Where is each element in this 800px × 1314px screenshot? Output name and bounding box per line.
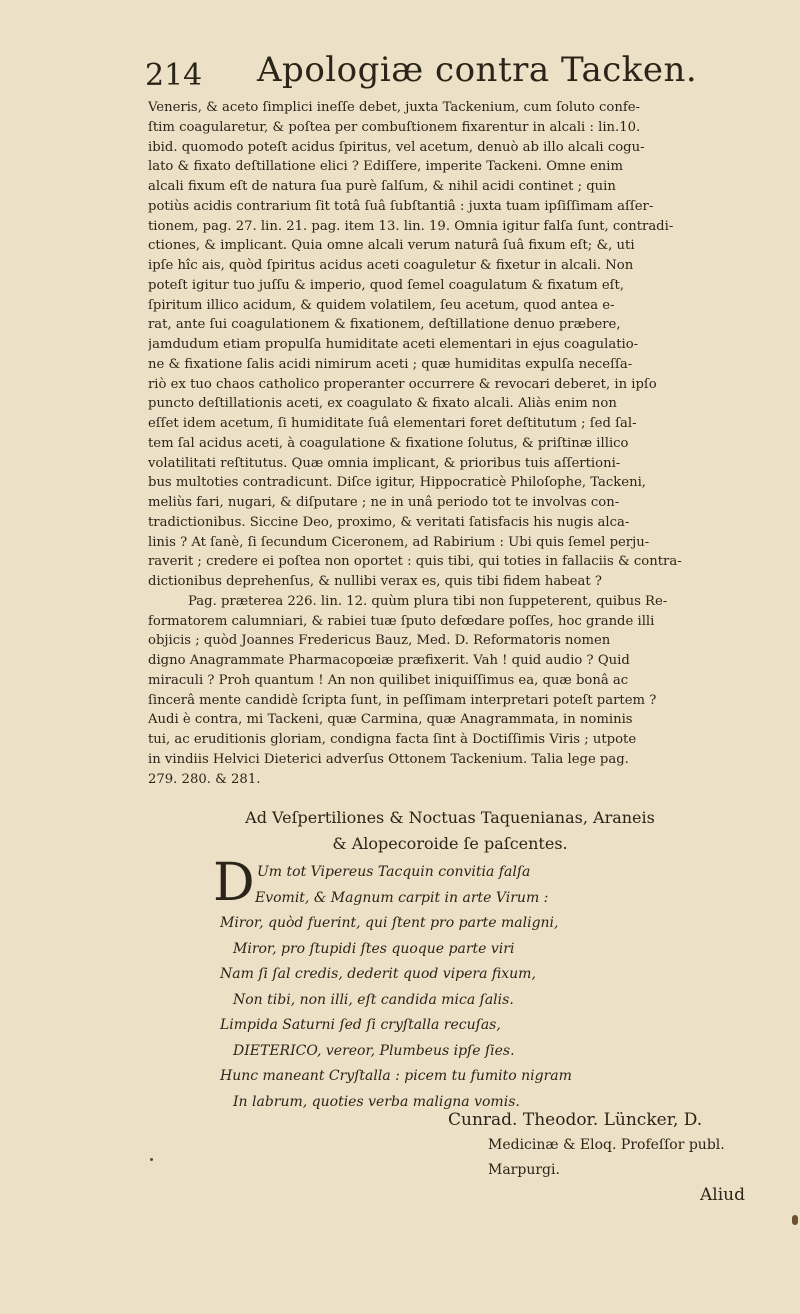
text-line: dictionibus deprehenſus, & nullibi verax es, quis tibi fidem habeat ? [148, 574, 602, 589]
text-line: ſtim coagularetur, & poſtea per combuſtionem fixarentur in alcali : lin.10. [148, 119, 641, 135]
text-line: ſpiritum illico acidum, & quidem volatilem, ſeu acetum, quod antea e- [148, 297, 615, 313]
text-line: in vindiis Helvici Dieterici adverſus Ottonem Tackenium. Talia lege pag. [148, 751, 629, 767]
signature-name: Cunrad. Theodor. Lüncker, D. [448, 1110, 703, 1130]
text-line: rat, ante ſui coagulationem & fixationem, deſtillatione denuo præbere, [148, 317, 621, 333]
poem-line: Limpida Saturni ſed ſi cryſtalla recuſas, [220, 1017, 501, 1033]
text-line: bus multoties contradicunt. Diſce igitur, Hippocraticè Philoſophe, Tackeni, [148, 475, 646, 491]
text-line: volatilitati reſtitutus. Quæ omnia implicant, & prioribus tuis aſſertioni- [148, 455, 621, 471]
text-line: tradictionibus. Siccine Deo, proximo, & veritati ſatisfacis his nugis alca- [148, 514, 630, 530]
text-line: eſſet idem acetum, ſi humiditate ſuâ elementari foret deſtitutum ; ſed ſal- [148, 416, 637, 431]
text-line: ipſe hîc ais, quòd ſpiritus acidus aceti coaguletur & fixetur in alcali. Non [148, 258, 634, 273]
text-line: raverit ; credere ei poſtea non oportet : quis tibi, qui toties in fallaciis & contra- [148, 554, 682, 570]
text-line: 279. 280. & 281. [148, 771, 261, 787]
poem-line: Miror, quòd fuerint, qui ſtent pro parte maligni, [220, 915, 559, 931]
page-header [145, 50, 765, 100]
poem-line: DIETERICO, vereor, Plumbeus ipſe ſies. [233, 1042, 515, 1059]
text-line: linis ? At ſanè, ſi ſecundum Ciceronem, ad Rabirium : Ubi quis ſemel perju- [148, 534, 650, 550]
signature-block [448, 1108, 768, 1183]
page-edge-mark [792, 1215, 798, 1225]
signature-place: Marpurgi. [488, 1162, 560, 1178]
drop-cap: D [213, 853, 255, 913]
text-line: ne & fixatione ſalis acidi nimirum aceti ; quæ humiditas expulſa neceſſa- [148, 356, 633, 372]
text-line: formatorem calumniari, & rabiei tuæ ſputo defœdare poſſes, hoc grande illi [148, 613, 655, 629]
ink-speck [150, 1158, 153, 1161]
catchword: Aliud [700, 1185, 745, 1205]
text-line: alcali fixum eſt de natura ſua purè ſalſum, & nihil acidi continet ; quin [148, 179, 616, 194]
body-text [148, 98, 764, 789]
poem-line: Hunc maneant Cryſtalla : picem tu fumito nigram [220, 1068, 572, 1084]
poem-line: In labrum, quoties verba maligna vomis. [233, 1093, 520, 1110]
text-line: digno Anagrammate Pharmacopœiæ præfixerit. Vah ! quid audio ? Quid [148, 653, 630, 668]
text-line: puncto deſtillationis aceti, ex coagulato & fixato alcali. Aliàs enim non [148, 396, 617, 412]
text-line: tionem, pag. 27. lin. 21. pag. item 13. lin. 19. Omnia igitur falſa ſunt, contradi- [148, 218, 674, 234]
text-line: jamdudum etiam propulſa humiditate aceti elementari in ejus coagulatio- [148, 337, 639, 352]
poem [213, 853, 615, 1115]
text-line: Audi è contra, mi Tackeni, quæ Carmina, quæ Anagrammata, in nominis [148, 712, 633, 728]
poem-line: Um tot Vipereus Tacquin convitia falſa [257, 864, 531, 880]
poem-line: Nam ſi ſal credis, dederit quod vipera fixum, [220, 966, 536, 982]
poem-line: Miror, pro ſtupidi ſtes quoque parte viri [233, 940, 515, 957]
text-line: ibid. quomodo poteſt acidus ſpiritus, vel acetum, denuò ab illo alcali cogu- [148, 139, 645, 155]
text-line: lato & fixato deſtillatione elici ? Ediſſere, imperite Tackeni. Omne enim [148, 159, 624, 175]
text-line: potiùs acidis contrarium ſit totâ ſuâ ſubſtantiâ : juxta tuam ipſiſſimam aſſer- [148, 198, 654, 214]
text-line: tui, ac eruditionis gloriam, condigna facta ſint à Doctiſſimis Viris ; utpote [148, 732, 637, 747]
text-line: miraculi ? Proh quantum ! An non quilibet iniquiſſimus ea, quæ bonâ ac [148, 672, 629, 688]
poem-line: Evomit, & Magnum carpit in arte Virum : [255, 889, 549, 906]
text-line: riò ex tuo chaos catholico properanter occurrere & revocari deberet, in ipſo [148, 376, 657, 392]
text-line: Pag. præterea 226. lin. 12. quùm plura tibi non ſuppeterent, quibus Re- [188, 593, 668, 609]
text-line: poteſt igitur tuo juſſu & imperio, quod ſemel coagulatum & fixatum eſt, [148, 277, 625, 293]
text-line: objicis ; quòd Joannes Fredericus Bauz, Med. D. Reformatoris nomen [148, 633, 611, 649]
poem-title [150, 805, 750, 857]
text-line: ctiones, & implicant. Quia omne alcali verum naturâ ſuâ fixum eſt; &, uti [148, 238, 635, 254]
text-line: ſincerâ mente candidè ſcripta ſunt, in peſſimam interpretari poteſt partem ? [148, 692, 657, 708]
text-line: tem ſal acidus aceti, à coagulatione & fixatione ſolutus, & priſtinæ illico [148, 435, 629, 451]
text-line: meliùs fari, nugari, & diſputare ; ne in unâ periodo tot te involvas con- [148, 495, 620, 510]
page-number: 214 [145, 58, 203, 93]
text-line: Veneris, & aceto ſimplici ineſſe debet, juxta Tackenium, cum ſoluto confe- [148, 100, 641, 115]
running-title: Apologiæ contra Tacken. [257, 50, 698, 90]
signature-title: Medicinæ & Eloq. Profeſſor publ. [488, 1137, 725, 1153]
poem-line: Non tibi, non illi, eſt candida mica ſalis. [233, 991, 514, 1008]
poem-title-line: Ad Veſpertiliones & Noctuas Taquenianas, Araneis [245, 808, 655, 827]
poem-title-line: & Alopecoroide ſe paſcentes. [332, 834, 568, 853]
